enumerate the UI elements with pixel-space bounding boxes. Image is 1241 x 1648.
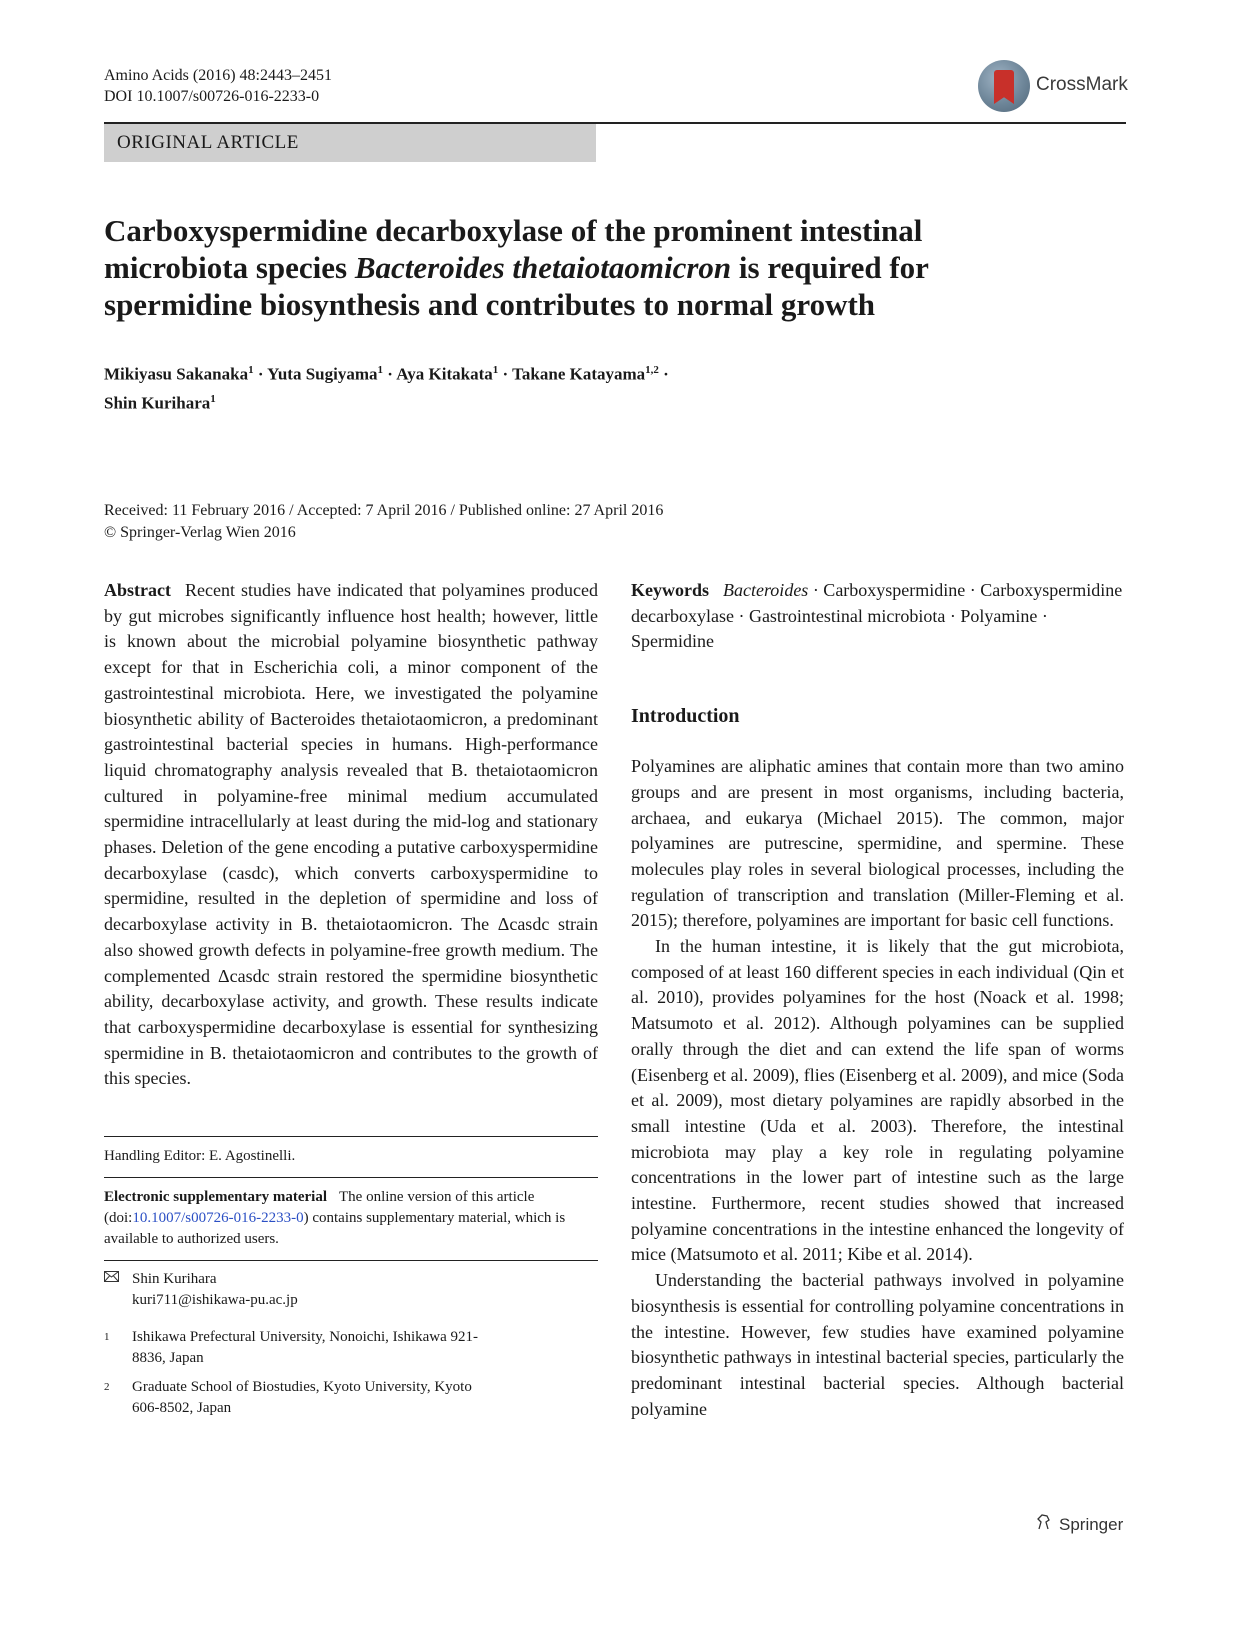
abstract-body: Recent studies have indicated that polyamines produced by gut microbes significantly influence host health; however, little is known about the microbial polyamine biosynthetic pathway except for that in Escherichia coli, a minor component of the gastrointestinal microbiota. Here, we investigated the polyamine biosynthetic ability of Bacteroides thetaiotaomicron, a predominant gastrointestinal bacterial species in humans. High-performance liquid chromatography analysis revealed that B. thetaiotaomicron cultured in polyamine-free minimal medium accumulated spermidine intracellularly at least during the mid-log and stationary phases. Deletion of the gene encoding a putative carboxyspermidine decarboxylase (casdc), which converts carboxyspermidine to spermidine, resulted in the depletion of spermidine and loss of decarboxylase activity in B. thetaiotaomicron. The Δcasdc strain also showed growth defects in polyamine-free growth medium. The complemented Δcasdc strain restored the spermidine biosynthetic ability, decarboxylase activity, and growth. These results indicate that carboxyspermidine decarboxylase is essential for synthesizing spermidine in B. thetaiotaomicron and contributes to the growth of this species. xyxy=(104,580,598,1089)
author-affiliation-mark: 1 xyxy=(210,392,216,405)
author-affiliation-mark: 1 xyxy=(492,364,499,376)
author-name: Mikiyasu Sakanaka xyxy=(104,364,249,384)
esm-text: The online version of this article (doi: xyxy=(104,1189,535,1227)
springer-horse-icon xyxy=(1035,1513,1053,1536)
title-part-2: is required for spermidine biosynthesis and contributes to normal growth xyxy=(104,250,929,322)
doi-line: DOI 10.1007/s00726-016-2233-0 xyxy=(104,88,320,105)
handling-editor: Handling Editor: E. Agostinelli. xyxy=(104,1148,296,1165)
footnote-divider xyxy=(104,1136,598,1137)
keywords xyxy=(631,578,1124,655)
left-column xyxy=(104,578,598,1419)
journal-reference xyxy=(104,65,332,107)
journal-citation: Amino Acids (2016) 48:2443–2451 xyxy=(104,67,332,84)
author-name: Takane Katayama xyxy=(512,364,646,384)
title-part-1: Carboxyspermidine decarboxylase of the prominent intestinal microbiota species xyxy=(104,213,923,285)
publication-dates xyxy=(104,500,663,544)
author-name: Yuta Sugiyama xyxy=(267,364,378,384)
publisher-logo xyxy=(1035,1513,1123,1536)
contact-email[interactable]: kuri711@ishikawa-pu.ac.jp xyxy=(132,1292,298,1309)
esm-text: ) contains supplementary material, which is available to authorized users. xyxy=(104,1210,566,1248)
contact-name: Shin Kurihara xyxy=(132,1271,217,1288)
right-column xyxy=(631,578,1124,1422)
affiliation-number: 2 xyxy=(104,1381,110,1394)
affiliation-item xyxy=(104,1327,598,1369)
affiliation-text: Ishikawa Prefectural University, Nonoichi, Ishikawa 921-8836, Japan xyxy=(132,1329,479,1367)
affiliation-item xyxy=(104,1377,598,1419)
footnote-divider xyxy=(104,1177,598,1178)
envelope-icon xyxy=(104,1269,132,1311)
section-heading-introduction: Introduction xyxy=(631,705,740,728)
footnote-divider xyxy=(104,1260,598,1261)
author-affiliation-mark: 1 xyxy=(377,364,384,376)
author-name: Aya Kitakata xyxy=(396,364,493,384)
esm-doi-link[interactable]: 10.1007/s00726-016-2233-0 xyxy=(132,1210,304,1227)
intro-paragraph-1: Polyamines are aliphatic amines that contain more than two amino groups and are present in most organisms, including bacteria, archaea, and eukarya (Michael 2015). The common, major polyamines are putrescine, spermidine, and spermine. These molecules play roles in several biological processes, including the regulation of transcription and translation (Miller-Fleming et al. 2015); therefore, polyamines are important for basic cell functions. xyxy=(631,756,1124,931)
esm-heading: Electronic supplementary material xyxy=(104,1189,328,1206)
copyright-line: © Springer-Verlag Wien 2016 xyxy=(104,524,296,541)
author-affiliation-mark: 1 xyxy=(248,364,254,376)
affiliation-text: Graduate School of Biostudies, Kyoto University, Kyoto 606-8502, Japan xyxy=(132,1379,472,1417)
intro-paragraph-2: In the human intestine, it is likely that the gut microbiota, composed of at least 160 different species in each individual (Qin et al. 2010), provides polyamines for the host (Noack et al. 1998; Matsumoto et al. 2012). Although polyamines can be supplied orally through the diet and can extend the life span of worms (Eisenberg et al. 2009), flies (Eisenberg et al. 2009), and mice (Soda et al. 2009), most dietary polyamines are rapidly absorbed in the small intestine (Uda et al. 2003). Therefore, the intestinal microbiota may play a key role in regulating polyamine concentrations in the lower part of intestine such as the large intestine. Furthermore, recent studies showed that increased polyamine concentrations in the intestine enhanced the longevity of mice (Matsumoto et al. 2011; Kibe et al. 2014). xyxy=(631,936,1124,1265)
abstract-heading: Abstract xyxy=(104,580,171,600)
title-species: Bacteroides thetaiotaomicron xyxy=(354,250,732,285)
publisher-name: Springer xyxy=(1059,1514,1124,1534)
corresponding-author xyxy=(104,1269,598,1311)
author-list: Mikiyasu Sakanaka$^1$ · Yuta Sugiyama$^1$ · Aya Kitakata$^1$ · Takane Katayama$^{1,2}$ · Shin Kurihara$^1$ xyxy=(104,364,669,413)
history-dates: Received: 11 February 2016 / Accepted: 7 April 2016 / Published online: 27 April 2016 xyxy=(104,502,664,519)
article-type-banner: ORIGINAL ARTICLE xyxy=(104,124,596,162)
author-affiliation-mark: 1,2 xyxy=(645,364,659,376)
keyword-list: · Carboxyspermidine · Carboxyspermidine decarboxylase · Gastrointestinal microbiota · Polyamine · Spermidine xyxy=(631,580,1123,652)
article-title xyxy=(104,212,1004,323)
intro-paragraph-3: Understanding the bacterial pathways involved in polyamine biosynthesis is essential for controlling polyamine concentrations in the intestine. However, few studies have examined polyamine biosynthetic pathways in intestinal bacterial species, particularly the predominant intestinal bacterial species. Although bacterial polyamine xyxy=(631,1270,1124,1419)
keywords-heading: Keywords xyxy=(631,580,709,600)
abstract xyxy=(104,578,598,1092)
author-name: Shin Kurihara xyxy=(104,393,211,413)
affiliation-number: 1 xyxy=(104,1331,110,1344)
supplementary-note xyxy=(104,1187,598,1250)
crossmark-label: CrossMark xyxy=(1036,74,1128,95)
crossmark-badge[interactable] xyxy=(978,60,1128,116)
keyword-bacteroides: Bacteroides xyxy=(723,580,809,600)
